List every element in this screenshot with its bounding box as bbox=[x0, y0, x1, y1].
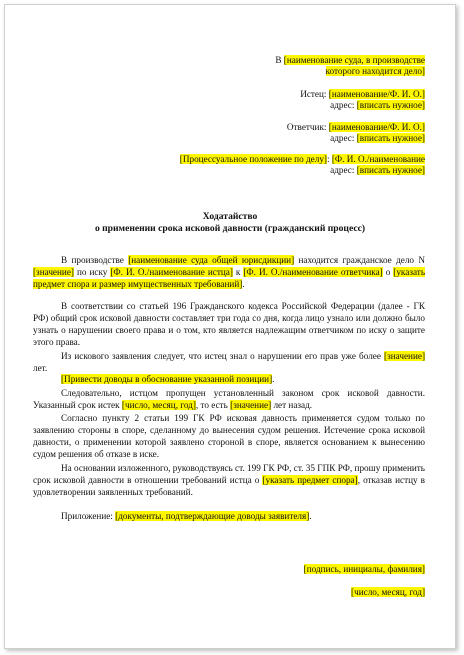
plaintiff-address-label: адрес: bbox=[330, 100, 357, 110]
p6-text: Согласно пункту 2 статьи 199 ГК РФ исковая давность применяется судом только по заявлению стороны в споре, сделанному до вынесения судом решения. Истечение срока исковой давности, о применении которой заявлено стороной в споре, является основанием к вынесению судом решения об отказе в иске. bbox=[33, 413, 425, 460]
plaintiff-address: [вписать нужное] bbox=[356, 100, 425, 110]
p4-text-1: . bbox=[272, 374, 275, 384]
document-title: Ходатайство bbox=[202, 211, 258, 222]
p1-number-placeholder: [значение] bbox=[33, 267, 74, 278]
defendant-name: [наименование/Ф. И. О.] bbox=[328, 122, 425, 132]
p1-defendant-placeholder: [Ф. И. О./наименование ответчика] bbox=[243, 267, 383, 278]
p7-subject-placeholder: [указать предмет спора] bbox=[262, 475, 358, 486]
p3-text-2: лет. bbox=[33, 363, 48, 374]
paragraph-6 bbox=[33, 412, 425, 460]
p7-text-1: На основании изложенного, руководствуясь ст. 199 ГК РФ, ст. 35 ГПК РФ, прошу применить срок исковой давности в отношении требований истца о bbox=[33, 463, 425, 486]
procedural-position: [Процессуальное положение по делу] bbox=[179, 154, 327, 164]
p5-text-3: лет назад. bbox=[271, 400, 313, 411]
p1-text-2: находится гражданское дело N bbox=[294, 255, 425, 265]
procedural-address: [вписать нужное] bbox=[356, 165, 425, 175]
paragraph-3 bbox=[33, 350, 425, 374]
p1-plaintiff-placeholder: [Ф. И. О./наименование истца] bbox=[110, 267, 233, 278]
court-line-2 bbox=[326, 66, 425, 77]
p2-text: В соответствии со статьей 196 Гражданского кодекса Российской Федерации (далее - ГК РФ) общий срок исковой давности составляет три года со дня, когда лицо узнало или должно было узнать о нарушении своего права и о том, кто является надлежащим ответчиком по иску о защите этого права. bbox=[33, 301, 425, 348]
attachments-text-2: . bbox=[309, 511, 312, 521]
attachments-label: Приложение: bbox=[61, 511, 116, 521]
defendant-address: [вписать нужное] bbox=[356, 133, 425, 143]
signature-line bbox=[304, 564, 425, 575]
p3-text-1: Из искового заявления следует, что истец знал о нарушении его прав уже более bbox=[61, 351, 385, 361]
p7-text-2: , отказав истцу в удовлетворении заявленных требований. bbox=[33, 475, 426, 498]
paragraph-4 bbox=[33, 373, 425, 385]
procedural-name: [Ф. И. О./наименование bbox=[331, 154, 425, 164]
plaintiff-address-line bbox=[330, 100, 425, 111]
court-line-1 bbox=[275, 55, 425, 66]
paragraph-1 bbox=[33, 254, 425, 290]
p5-text-1: Следовательно, истцом пропущен установленный законом срок исковой давности. Указанный срок истек bbox=[33, 388, 425, 411]
defendant-address-label: адрес: bbox=[330, 133, 357, 143]
paragraph-7 bbox=[33, 462, 425, 498]
paragraph-5 bbox=[33, 387, 425, 411]
court-prefix: В bbox=[275, 55, 284, 65]
document-subtitle: о применении срока исковой давности (гражданский процесс) bbox=[94, 223, 366, 234]
attachments-placeholder: [документы, подтверждающие доводы заявителя] bbox=[115, 511, 310, 521]
defendant-address-line bbox=[330, 133, 425, 144]
date-line bbox=[351, 587, 425, 598]
p1-text-3: по иску bbox=[73, 267, 111, 278]
p1-text-4: к bbox=[232, 267, 244, 278]
court-placeholder-2: которого находится дело] bbox=[325, 66, 425, 76]
p5-date-placeholder: [число, месяц, год] bbox=[121, 400, 196, 411]
p1-text-5: о bbox=[382, 267, 394, 278]
p5-text-2: , то есть bbox=[195, 400, 231, 411]
plaintiff-label: Истец: bbox=[300, 89, 329, 99]
p3-value-placeholder: [значение] bbox=[384, 351, 425, 361]
p1-subject-placeholder: [указать предмет спора и размер имущественных требований] bbox=[33, 267, 426, 290]
plaintiff-line bbox=[300, 89, 425, 100]
paragraph-2 bbox=[33, 300, 425, 348]
p5-value-placeholder: [значение] bbox=[230, 400, 272, 411]
p1-court-placeholder: [наименование суда общей юрисдикции] bbox=[128, 255, 295, 265]
p1-text-6: . bbox=[242, 279, 245, 290]
plaintiff-name: [наименование/Ф. И. О.] bbox=[328, 89, 425, 99]
procedural-address-line bbox=[330, 165, 425, 176]
procedural-address-label: адрес: bbox=[330, 165, 357, 175]
p1-text-1: В производстве bbox=[61, 255, 129, 265]
document-page bbox=[4, 4, 456, 649]
date-placeholder: [число, месяц, год] bbox=[351, 587, 425, 597]
attachments-line bbox=[33, 510, 425, 522]
court-placeholder-1: [наименование суда, в производстве bbox=[283, 55, 425, 65]
defendant-line bbox=[287, 122, 425, 133]
defendant-label: Ответчик: bbox=[286, 122, 329, 132]
signature-placeholder: [подпись, инициалы, фамилия] bbox=[303, 564, 425, 574]
p4-arguments-placeholder: [Привести доводы в обоснование указанной позиции] bbox=[61, 374, 273, 384]
procedural-line: [Процессуальное положение по делу]: [Ф. И. О./наименование bbox=[179, 154, 425, 164]
